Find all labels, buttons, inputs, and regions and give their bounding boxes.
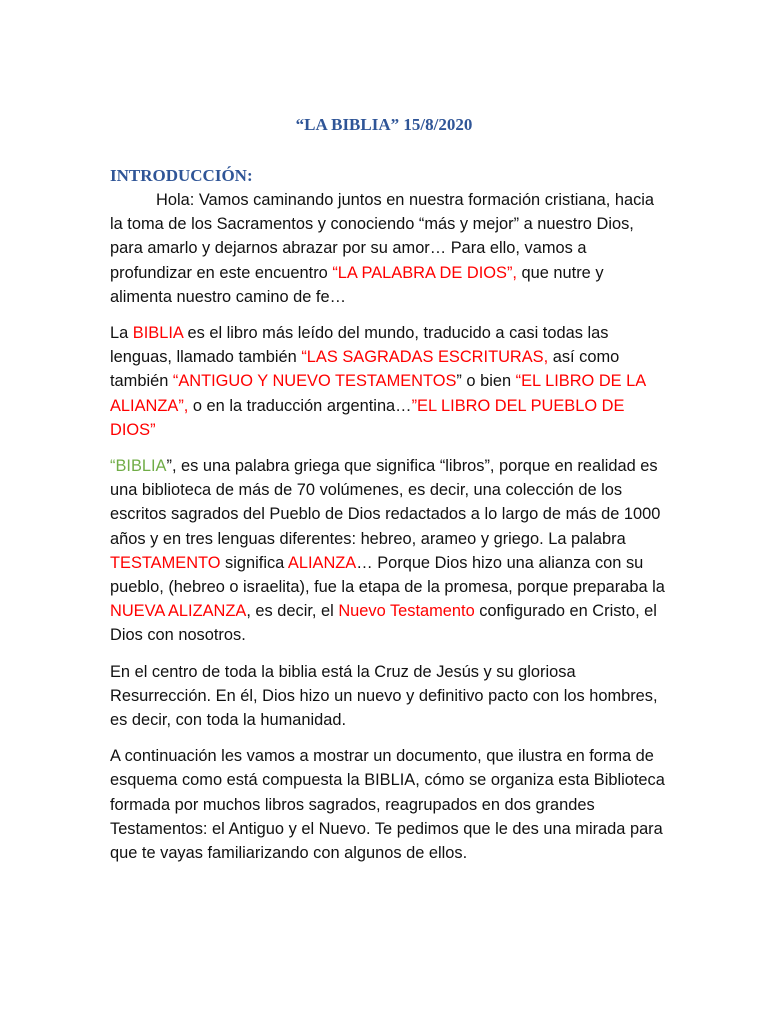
text-run: , es decir, el bbox=[246, 602, 339, 621]
text-run: ”, es una palabra griega que significa “libros”, porque en realidad es una biblioteca de más de 70 volúmenes, es decir, una colección de los escritos sagrados del Pueblo de Dios redactados a lo largo de más de 1000 años y en tres lenguas diferentes: hebreo, arameo y griego. La palabra bbox=[110, 457, 661, 548]
highlight-text: BIBLIA bbox=[132, 324, 183, 343]
text-run: así como también bbox=[110, 348, 620, 391]
paragraph-5: A continuación les vamos a mostrar un documento, que ilustra en forma de esquema como está compuesta la BIBLIA, cómo se organiza esta Biblioteca formada por muchos libros sagrados, reagrupados en dos grandes Testamentos: el Antiguo y el Nuevo. Te pedimos que le des una mirada para que te vayas familiarizando con algunos de ellos. bbox=[110, 747, 665, 863]
highlight-text: “LAS SAGRADAS ESCRITURAS, bbox=[301, 348, 549, 367]
highlight-text: ALIANZA bbox=[287, 553, 357, 572]
text-run: … Porque Dios hizo una alianza con su pueblo, (hebreo o israelita), fue la etapa de la promesa, porque preparaba la bbox=[110, 553, 665, 597]
green-text: “BIBLIA bbox=[110, 457, 167, 476]
text-run: La bbox=[110, 324, 133, 343]
text-run: Hola: Vamos caminando juntos en nuestra formación cristiana, hacia la toma de los Sacramentos y conociendo “más y mejor” a nuestro Dios, para amarlo y dejarnos abrazar por su amor… Para ello, vamos a profundizar en este encuentro bbox=[110, 191, 655, 282]
text-run: es el libro más leído del mundo, traducido a casi todas las lenguas, llamado también bbox=[110, 324, 609, 367]
paragraph-2 bbox=[110, 321, 670, 442]
paragraph-4: En el centro de toda la biblia está la Cruz de Jesús y su gloriosa Resurrección. En él, Dios hizo un nuevo y definitivo pacto con los hombres, es decir, con toda la humanidad. bbox=[110, 662, 658, 730]
highlight-text: “LA PALABRA DE DIOS”, bbox=[332, 263, 517, 282]
document-body bbox=[110, 188, 670, 877]
text-run: significa bbox=[220, 553, 288, 572]
highlight-text: Nuevo Testamento bbox=[338, 602, 475, 621]
highlight-text: “EL LIBRO DE LA ALIANZA”, bbox=[110, 372, 646, 415]
document-title: “LA BIBLIA” 15/8/2020 bbox=[295, 115, 473, 134]
section-heading: INTRODUCCIÓN: bbox=[110, 166, 253, 185]
highlight-text: TESTAMENTO bbox=[110, 553, 221, 572]
highlight-text: “ANTIGUO Y NUEVO TESTAMENTOS bbox=[172, 372, 457, 391]
text-run: o en la traducción argentina… bbox=[188, 396, 412, 415]
text-run: que nutre y alimenta nuestro camino de fe… bbox=[110, 263, 604, 306]
paragraph-3 bbox=[110, 454, 670, 648]
paragraph-1 bbox=[110, 188, 670, 309]
text-run: ” o bien bbox=[456, 372, 516, 391]
highlight-text: ”EL LIBRO DEL PUEBLO DE DIOS” bbox=[110, 396, 625, 439]
highlight-text: NUEVA ALIZANZA bbox=[110, 602, 247, 621]
text-run: configurado en Cristo, el Dios con nosotros. bbox=[110, 602, 657, 645]
